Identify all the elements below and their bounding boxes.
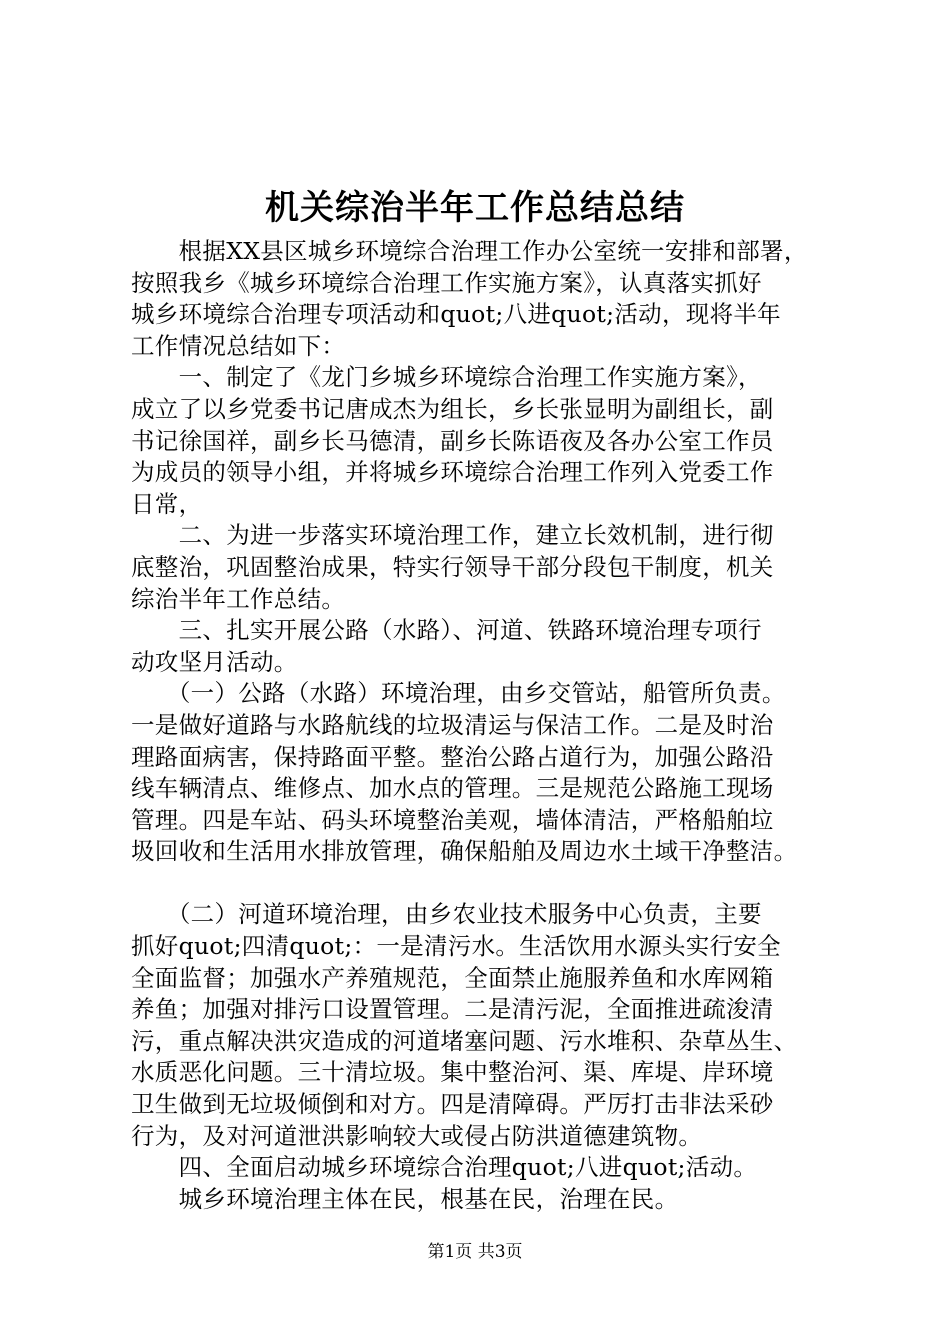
body-line: 二、为进一步落实环境治理工作，建立长效机制，进行彻 xyxy=(131,521,774,550)
body-line: 水质恶化问题。三十清垃圾。集中整治河、渠、库堤、岸环境 xyxy=(131,1058,774,1087)
body-line: 日常， xyxy=(131,489,203,518)
body-line: 一、制定了《龙门乡城乡环境综合治理工作实施方案》， xyxy=(131,363,762,392)
body-line: 理路面病害，保持路面平整。整治公路占道行为，加强公路沿 xyxy=(131,742,774,771)
body-line: 抓好quot;四清quot;：一是清污水。生活饮用水源头实行安全 xyxy=(131,932,781,961)
body-line: 四、全面启动城乡环境综合治理quot;八进quot;活动。 xyxy=(131,1153,758,1182)
body-line: 成立了以乡党委书记唐成杰为组长，乡长张显明为副组长，副 xyxy=(131,394,774,423)
page-footer: 第1页 共3页 xyxy=(427,1242,523,1262)
body-line: 根据XX县区城乡环境综合治理工作办公室统一安排和部署， xyxy=(131,237,808,265)
body-line: 污，重点解决洪灾造成的河道堵塞问题、污水堆积、杂草丛生、 xyxy=(131,1026,798,1055)
body-line: 线车辆清点、维修点、加水点的管理。三是规范公路施工现场 xyxy=(131,774,774,803)
body-line: （二）河道环境治理，由乡农业技术服务中心负责，主要 xyxy=(131,900,762,929)
body-line: 城乡环境治理主体在民，根基在民，治理在民。 xyxy=(131,1184,679,1213)
body-line: 综治半年工作总结。 xyxy=(131,584,346,613)
body-line: 卫生做到无垃圾倾倒和对方。四是清障碍。严厉打击非法采砂 xyxy=(131,1090,774,1119)
body-line: 书记徐国祥，副乡长马德清，副乡长陈语夜及各办公室工作员 xyxy=(131,426,774,455)
body-line: 一是做好道路与水路航线的垃圾清运与保洁工作。二是及时治 xyxy=(131,710,774,739)
body-line: 动攻坚月活动。 xyxy=(131,647,298,676)
paragraph-gap xyxy=(131,868,851,900)
body-line: 全面监督；加强水产养殖规范，全面禁止施服养鱼和水库网箱 xyxy=(131,963,774,992)
body-line: 管理。四是车站、码头环境整治美观，墙体清洁，严格船舶垃 xyxy=(131,805,774,834)
body-line: 为成员的领导小组，并将城乡环境综合治理工作列入党委工作 xyxy=(131,458,774,487)
document-body xyxy=(131,236,851,1215)
body-line: 圾回收和生活用水排放管理，确保船舶及周边水土域干净整洁。 xyxy=(131,837,798,866)
body-line: 底整治，巩固整治成果，特实行领导干部分段包干制度，机关 xyxy=(131,552,774,581)
body-line: 城乡环境综合治理专项活动和quot;八进quot;活动，现将半年 xyxy=(131,300,781,329)
body-line: 工作情况总结如下： xyxy=(131,331,346,360)
body-line: 三、扎实开展公路（水路）、河道、铁路环境治理专项行 xyxy=(131,616,762,645)
body-line: 行为，及对河道泄洪影响较大或侵占防洪道德建筑物。 xyxy=(131,1121,703,1150)
body-line: （一）公路（水路）环境治理，由乡交管站，船管所负责。 xyxy=(131,679,786,708)
body-line: 按照我乡《城乡环境综合治理工作实施方案》，认真落实抓好 xyxy=(131,268,762,297)
document-title: 机关综治半年工作总结总结 xyxy=(265,188,685,228)
body-line: 养鱼；加强对排污口设置管理。二是清污泥，全面推进疏浚清 xyxy=(131,995,774,1024)
